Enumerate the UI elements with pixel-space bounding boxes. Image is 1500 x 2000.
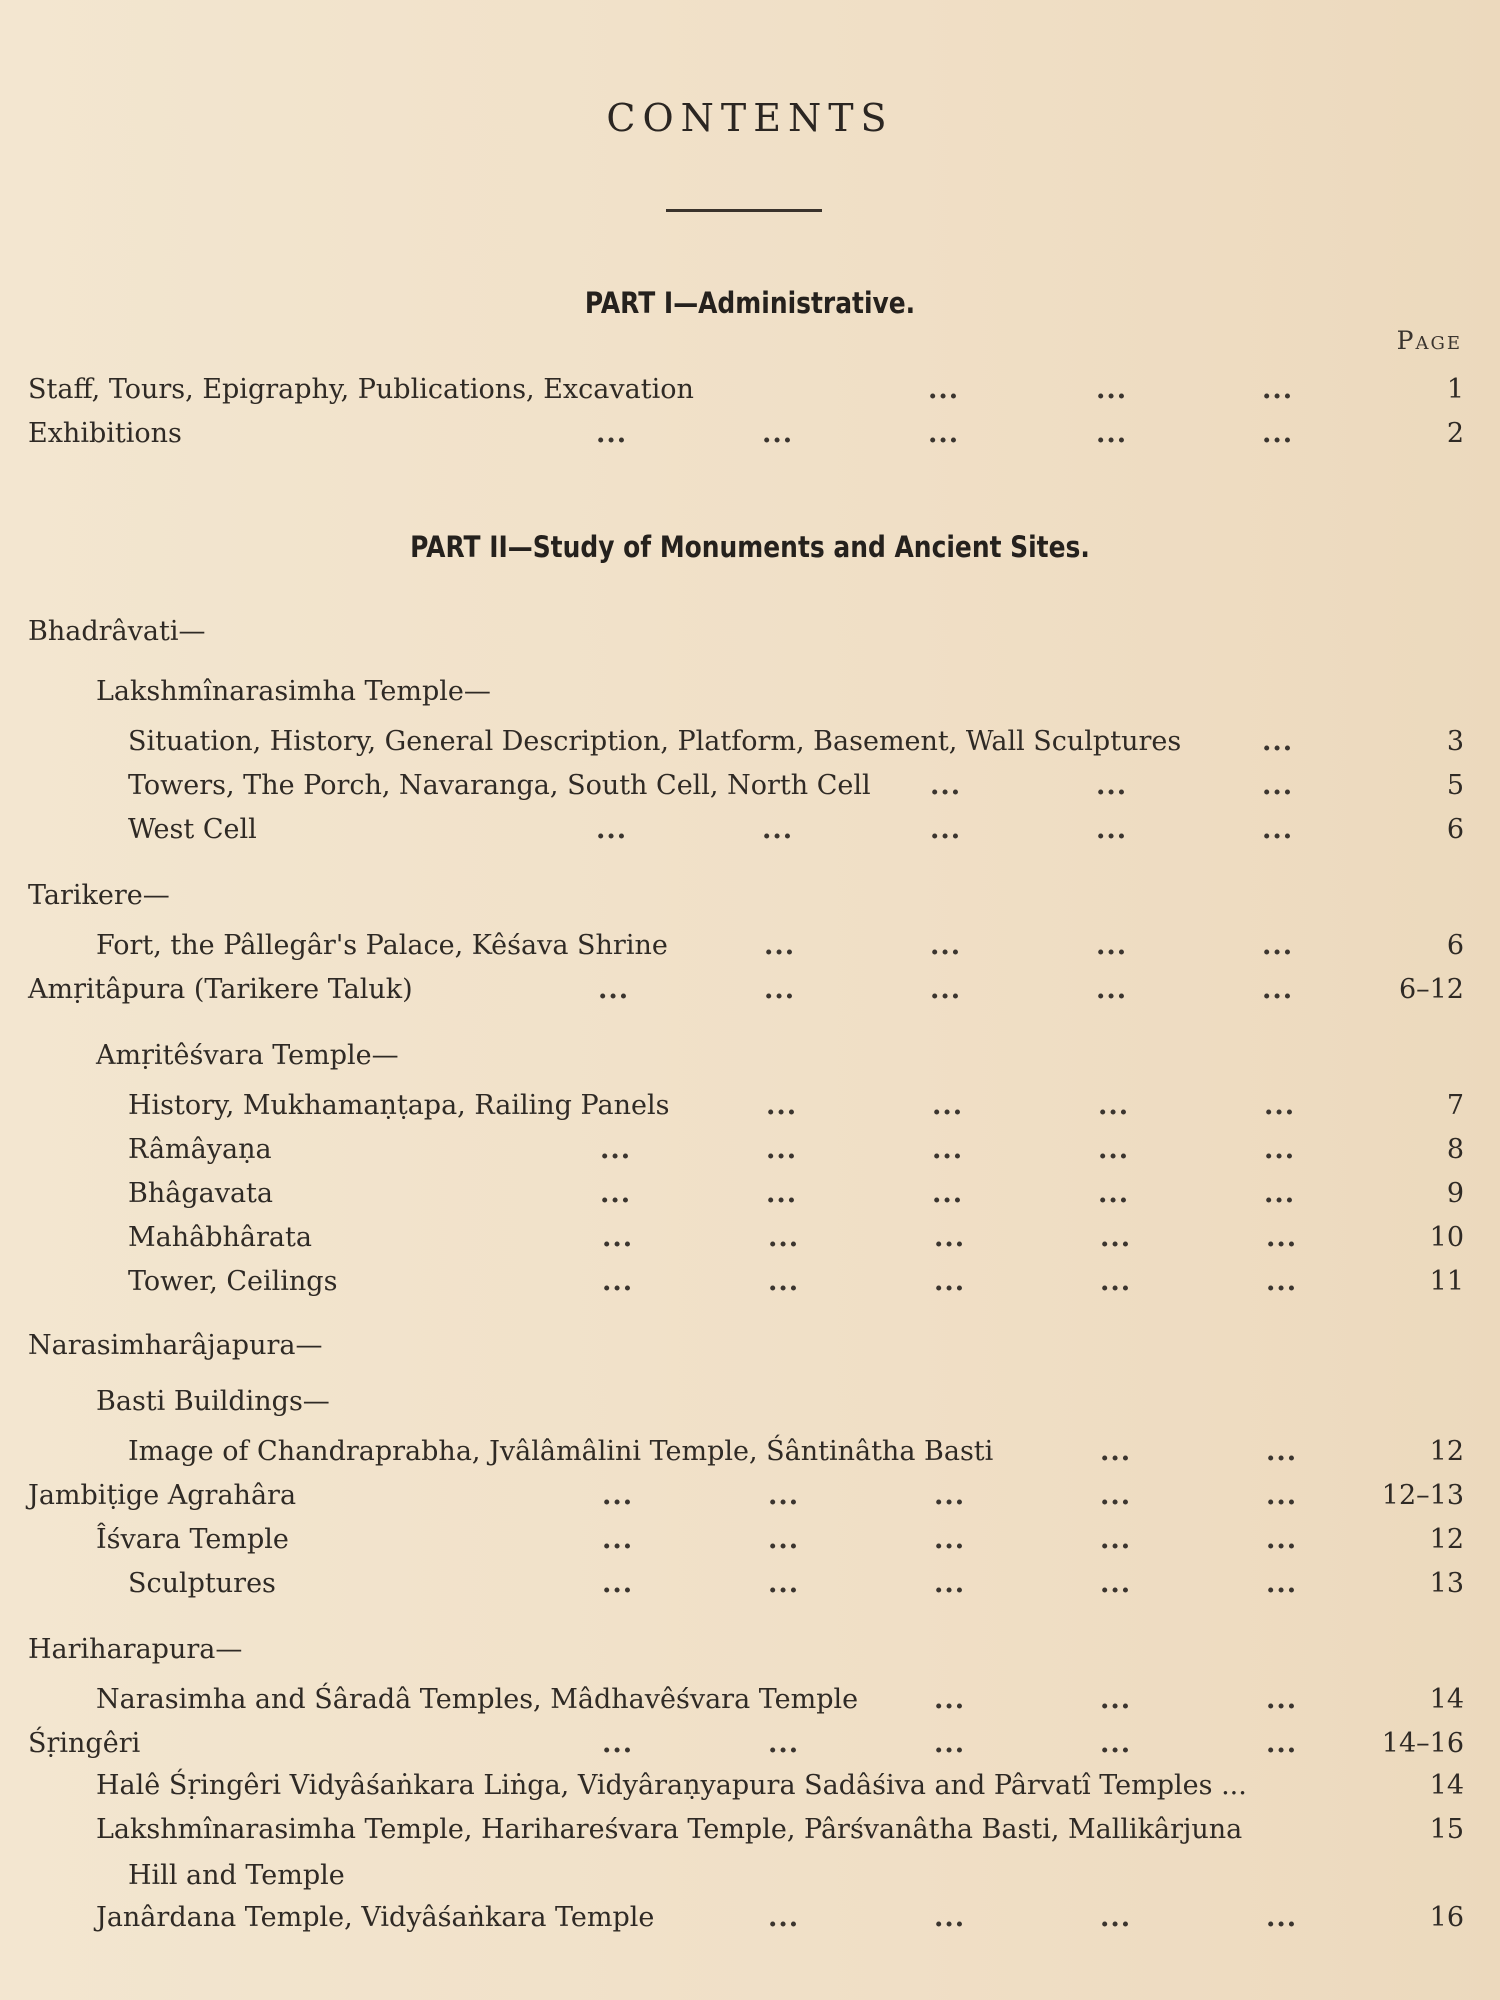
leader-dots: ... bbox=[928, 374, 960, 405]
section-bhadravati: Bhadrâvati— bbox=[28, 616, 206, 647]
toc-entry-label: Sculptures bbox=[128, 1568, 276, 1599]
toc-entry-label: Tower, Ceilings bbox=[128, 1266, 338, 1297]
leader-dots: ... bbox=[1262, 974, 1294, 1005]
leader-dots: ... bbox=[934, 1266, 966, 1297]
leader-dots: ... bbox=[762, 814, 794, 845]
leader-dots: ... bbox=[768, 1728, 800, 1759]
leader-dots: ... bbox=[934, 1728, 966, 1759]
leader-dots: ... bbox=[1098, 1134, 1130, 1165]
leader-dots: ... bbox=[1098, 1090, 1130, 1121]
toc-entry-page: 13 bbox=[1429, 1568, 1464, 1599]
leader-dots: ... bbox=[1266, 1436, 1298, 1467]
leader-dots: ... bbox=[934, 1568, 966, 1599]
leader-dots: ... bbox=[1264, 1178, 1296, 1209]
toc-entry-page: 15 bbox=[1429, 1814, 1464, 1845]
leader-dots: ... bbox=[1266, 1684, 1298, 1715]
toc-entry-label: Bhâgavata bbox=[128, 1178, 274, 1209]
part2-heading: PART II—Study of Monuments and Ancient Sites. bbox=[410, 530, 1090, 564]
subsection-basti-buildings: Basti Buildings— bbox=[96, 1386, 330, 1417]
toc-entry-label: Lakshmînarasimha Temple, Harihareśvara Temple, Pârśvanâtha Basti, Mallikârjuna bbox=[96, 1814, 1243, 1845]
leader-dots: ... bbox=[1266, 1902, 1298, 1933]
toc-entry-label: West Cell bbox=[128, 814, 257, 845]
toc-entry-page: 14 bbox=[1429, 1770, 1464, 1801]
leader-dots: ... bbox=[932, 1090, 964, 1121]
toc-entry-page: 6 bbox=[1446, 814, 1464, 845]
toc-entry-label: Fort, the Pâllegâr's Palace, Kêśava Shrine bbox=[96, 930, 668, 961]
leader-dots: ... bbox=[1266, 1568, 1298, 1599]
leader-dots: ... bbox=[602, 1222, 634, 1253]
leader-dots: ... bbox=[768, 1222, 800, 1253]
toc-entry-lakshminarasimha-harihareshvara bbox=[0, 1810, 1500, 1850]
toc-entry-label: Râmâyaṇa bbox=[128, 1134, 272, 1165]
leader-dots: ... bbox=[1262, 770, 1294, 801]
leader-dots: ... bbox=[1100, 1684, 1132, 1715]
toc-entry-bhagavata bbox=[0, 1174, 1500, 1214]
toc-entry-label: Îśvara Temple bbox=[96, 1524, 289, 1555]
toc-entry-sculptures bbox=[0, 1564, 1500, 1604]
leader-dots: ... bbox=[1096, 974, 1128, 1005]
toc-entry-label: Narasimha and Śâradâ Temples, Mâdhavêśvara Temple bbox=[96, 1684, 859, 1715]
toc-entry-hill-and-temple bbox=[0, 1856, 1500, 1896]
leader-dots: ... bbox=[930, 930, 962, 961]
leader-dots: ... bbox=[1100, 1222, 1132, 1253]
toc-entry-label: Śṛingêri bbox=[28, 1728, 141, 1759]
leader-dots: ... bbox=[930, 770, 962, 801]
toc-entry-label: Situation, History, General Description, Platform, Basement, Wall Sculptures bbox=[128, 726, 1182, 757]
page-column-label: Page bbox=[1396, 326, 1462, 355]
toc-entry-staff bbox=[0, 370, 1500, 410]
leader-dots: ... bbox=[1100, 1436, 1132, 1467]
leader-dots: ... bbox=[1266, 1524, 1298, 1555]
leader-dots: ... bbox=[934, 1222, 966, 1253]
leader-dots: ... bbox=[602, 1568, 634, 1599]
leader-dots: ... bbox=[764, 974, 796, 1005]
toc-entry-hale-sringeri bbox=[0, 1766, 1500, 1806]
toc-entry-exhibitions bbox=[0, 414, 1500, 454]
leader-dots: ... bbox=[766, 1134, 798, 1165]
leader-dots: ... bbox=[768, 1266, 800, 1297]
toc-entry-page: 2 bbox=[1446, 418, 1464, 449]
leader-dots: ... bbox=[602, 1524, 634, 1555]
leader-dots: ... bbox=[1266, 1222, 1298, 1253]
toc-entry-fort bbox=[0, 926, 1500, 966]
leader-dots: ... bbox=[930, 814, 962, 845]
leader-dots: ... bbox=[596, 418, 628, 449]
toc-entry-label: Halê Śṛingêri Vidyâśaṅkara Liṅga, Vidyâraṇyapura Sadâśiva and Pârvatî Temples ... bbox=[96, 1770, 1247, 1801]
toc-entry-label: Amṛitâpura (Tarikere Taluk) bbox=[28, 974, 413, 1005]
leader-dots: ... bbox=[1096, 770, 1128, 801]
leader-dots: ... bbox=[1266, 1480, 1298, 1511]
section-tarikere: Tarikere— bbox=[28, 880, 170, 911]
leader-dots: ... bbox=[768, 1902, 800, 1933]
leader-dots: ... bbox=[1266, 1728, 1298, 1759]
leader-dots: ... bbox=[1100, 1524, 1132, 1555]
leader-dots: ... bbox=[762, 418, 794, 449]
leader-dots: ... bbox=[602, 1480, 634, 1511]
leader-dots: ... bbox=[1262, 930, 1294, 961]
toc-entry-west-cell bbox=[0, 810, 1500, 850]
leader-dots: ... bbox=[1100, 1266, 1132, 1297]
subsection-lakshminarasimha-temple: Lakshmînarasimha Temple— bbox=[96, 676, 491, 707]
leader-dots: ... bbox=[766, 1178, 798, 1209]
leader-dots: ... bbox=[768, 1480, 800, 1511]
toc-entry-label: Towers, The Porch, Navaranga, South Cell, North Cell bbox=[128, 770, 871, 801]
leader-dots: ... bbox=[1262, 418, 1294, 449]
toc-entry-page: 11 bbox=[1429, 1266, 1464, 1297]
leader-dots: ... bbox=[930, 974, 962, 1005]
leader-dots: ... bbox=[1096, 930, 1128, 961]
leader-dots: ... bbox=[1262, 374, 1294, 405]
leader-dots: ... bbox=[934, 1524, 966, 1555]
leader-dots: ... bbox=[1096, 418, 1128, 449]
leader-dots: ... bbox=[602, 1728, 634, 1759]
toc-entry-image-chandraprabha bbox=[0, 1432, 1500, 1472]
leader-dots: ... bbox=[934, 1480, 966, 1511]
toc-entry-label: Janârdana Temple, Vidyâśaṅkara Temple bbox=[96, 1902, 655, 1933]
toc-entry-page: 8 bbox=[1446, 1134, 1464, 1165]
toc-entry-page: 9 bbox=[1446, 1178, 1464, 1209]
toc-entry-page: 3 bbox=[1446, 726, 1464, 757]
toc-entry-page: 12–13 bbox=[1381, 1480, 1464, 1511]
leader-dots: ... bbox=[934, 1902, 966, 1933]
leader-dots: ... bbox=[598, 974, 630, 1005]
leader-dots: ... bbox=[768, 1524, 800, 1555]
toc-entry-page: 12 bbox=[1429, 1436, 1464, 1467]
subsection-amritesvara-temple: Amṛitêśvara Temple— bbox=[96, 1040, 399, 1071]
leader-dots: ... bbox=[1100, 1480, 1132, 1511]
toc-entry-history bbox=[0, 1086, 1500, 1126]
toc-entry-situation bbox=[0, 722, 1500, 762]
leader-dots: ... bbox=[1096, 374, 1128, 405]
toc-entry-page: 6–12 bbox=[1398, 974, 1464, 1005]
leader-dots: ... bbox=[932, 1178, 964, 1209]
leader-dots: ... bbox=[1100, 1568, 1132, 1599]
toc-entry-page: 10 bbox=[1429, 1222, 1464, 1253]
leader-dots: ... bbox=[764, 930, 796, 961]
toc-entry-towers bbox=[0, 766, 1500, 806]
leader-dots: ... bbox=[600, 1134, 632, 1165]
page-title: CONTENTS bbox=[606, 96, 894, 140]
toc-entry-narasimha-sarada bbox=[0, 1680, 1500, 1720]
toc-entry-label: History, Mukhamaṇṭapa, Railing Panels bbox=[128, 1090, 670, 1121]
leader-dots: ... bbox=[1264, 1134, 1296, 1165]
toc-entry-tower-ceilings bbox=[0, 1262, 1500, 1302]
title-rule bbox=[666, 209, 822, 212]
leader-dots: ... bbox=[1266, 1266, 1298, 1297]
toc-entry-label: Mahâbhârata bbox=[128, 1222, 312, 1253]
leader-dots: ... bbox=[1262, 814, 1294, 845]
leader-dots: ... bbox=[934, 1684, 966, 1715]
toc-entry-page: 7 bbox=[1446, 1090, 1464, 1121]
toc-entry-page: 16 bbox=[1429, 1902, 1464, 1933]
leader-dots: ... bbox=[1262, 726, 1294, 757]
toc-entry-page: 12 bbox=[1429, 1524, 1464, 1555]
toc-entry-amritapura bbox=[0, 970, 1500, 1010]
toc-entry-page: 1 bbox=[1446, 374, 1464, 405]
leader-dots: ... bbox=[1098, 1178, 1130, 1209]
leader-dots: ... bbox=[1100, 1902, 1132, 1933]
leader-dots: ... bbox=[600, 1178, 632, 1209]
toc-entry-sringeri bbox=[0, 1724, 1500, 1764]
leader-dots: ... bbox=[766, 1090, 798, 1121]
toc-entry-label: Hill and Temple bbox=[128, 1860, 345, 1891]
toc-entry-label: Exhibitions bbox=[28, 418, 182, 449]
leader-dots: ... bbox=[1096, 814, 1128, 845]
toc-entry-page: 14–16 bbox=[1381, 1728, 1464, 1759]
toc-entry-ramayana bbox=[0, 1130, 1500, 1170]
toc-entry-page: 5 bbox=[1446, 770, 1464, 801]
leader-dots: ... bbox=[602, 1266, 634, 1297]
toc-entry-label: Jambiṭige Agrahâra bbox=[28, 1480, 297, 1511]
toc-entry-page: 14 bbox=[1429, 1684, 1464, 1715]
leader-dots: ... bbox=[768, 1568, 800, 1599]
toc-entry-mahabharata bbox=[0, 1218, 1500, 1258]
toc-entry-label: Staff, Tours, Epigraphy, Publications, Excavation bbox=[28, 374, 694, 405]
toc-entry-label: Image of Chandraprabha, Jvâlâmâlini Temple, Śântinâtha Basti bbox=[128, 1436, 994, 1467]
toc-entry-page: 6 bbox=[1446, 930, 1464, 961]
section-narasimharajapura: Narasimharâjapura— bbox=[28, 1330, 323, 1361]
part1-heading: PART I—Administrative. bbox=[584, 286, 916, 320]
leader-dots: ... bbox=[1264, 1090, 1296, 1121]
toc-entry-jambitige bbox=[0, 1476, 1500, 1516]
section-hariharapura: Hariharapura— bbox=[28, 1634, 243, 1665]
toc-entry-janardana bbox=[0, 1898, 1500, 1938]
leader-dots: ... bbox=[596, 814, 628, 845]
leader-dots: ... bbox=[1100, 1728, 1132, 1759]
leader-dots: ... bbox=[928, 418, 960, 449]
toc-entry-isvara-temple bbox=[0, 1520, 1500, 1560]
leader-dots: ... bbox=[932, 1134, 964, 1165]
